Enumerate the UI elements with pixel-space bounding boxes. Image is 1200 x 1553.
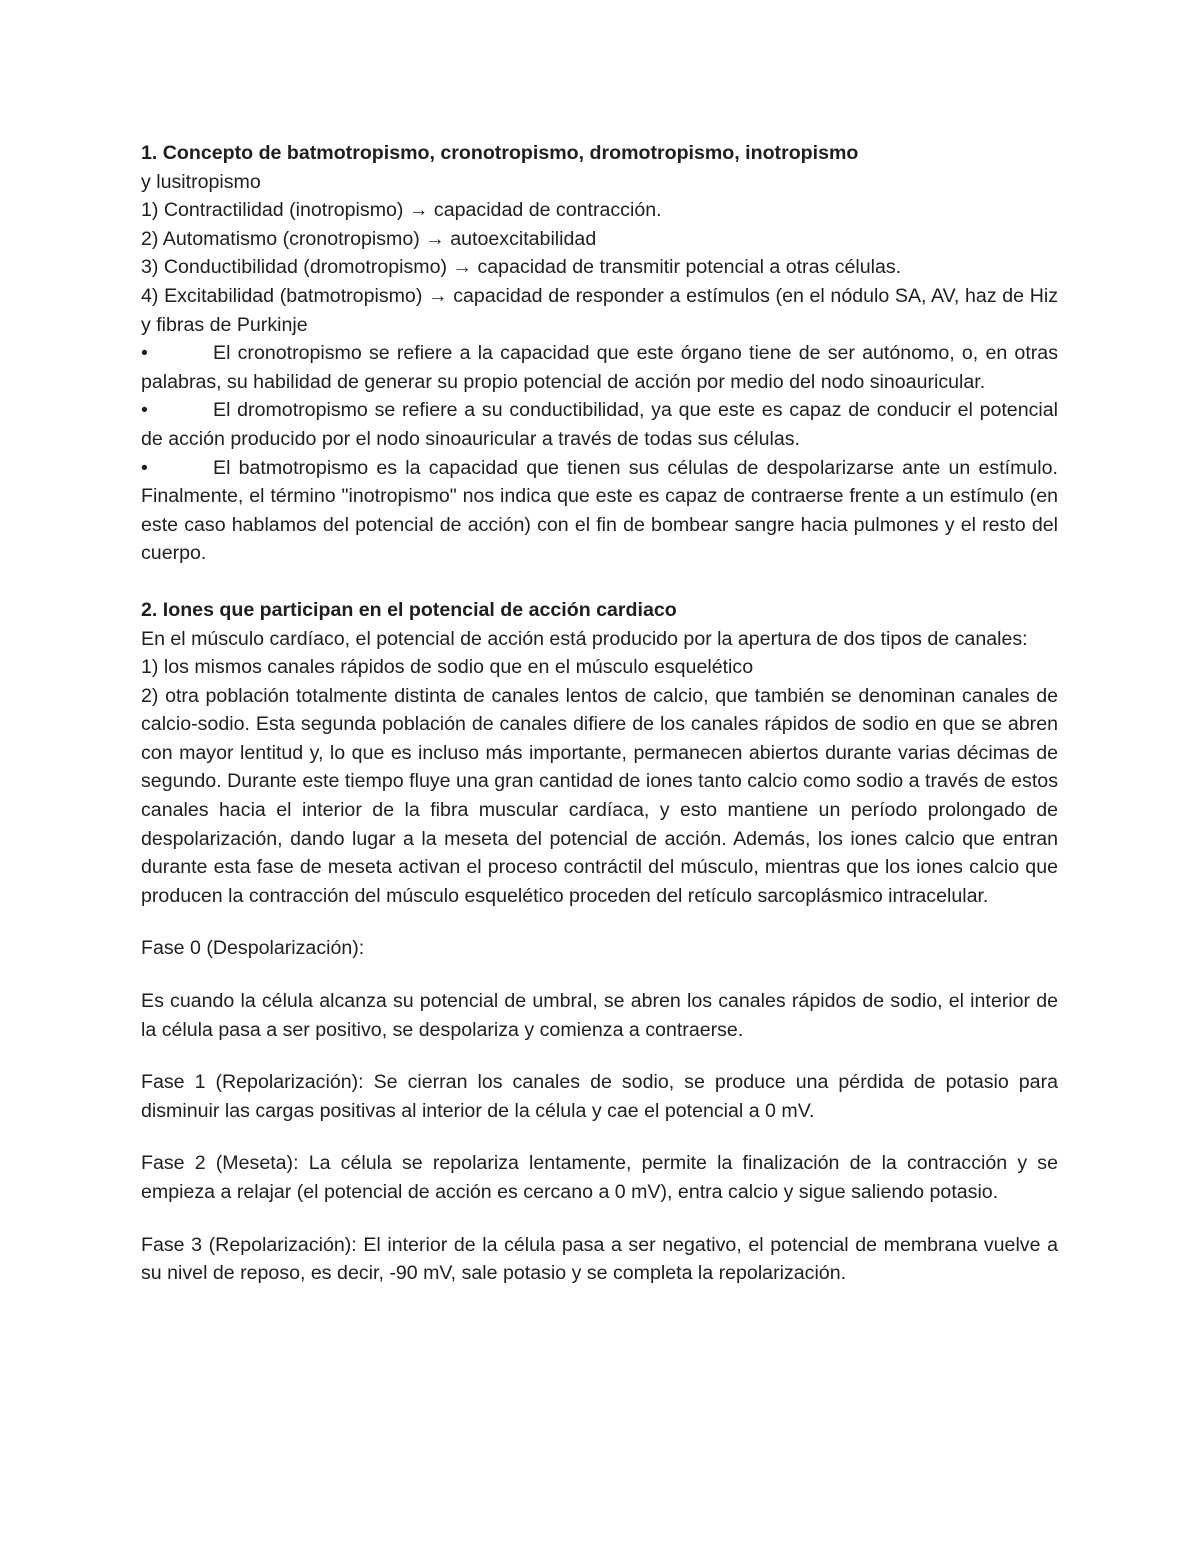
fase0-text: Es cuando la célula alcanza su potencial de umbral, se abren los canales rápidos de sodio, el interior de la célula pasa a ser positivo, se despolariza y comienza a contraerse. (141, 990, 1058, 1041)
section2-item-2: 2) otra población totalmente distinta de canales lentos de calcio, que también se denominan canales de calcio-sodio. Esta segunda población de canales difiere de los canales rápidos de sodio en que se abren con mayor lentitud y, lo que es incluso más importante, permanecen abiertos durante varias décimas de segundo. Durante este tiempo fluye una gran cantidad de iones tanto calcio como sodio a través de estos canales hacia el interior de la fibra muscular cardíaca, y esto mantiene un período prolongado de despolarización, dando lugar a la meseta del potencial de acción. Además, los iones calcio que entran durante esta fase de meseta activan el proceso contráctil del músculo, mientras que los iones calcio que producen la contracción del músculo esquelético proceden del retículo sarcoplásmico intracelular. (141, 684, 1058, 907)
document-page (141, 139, 1058, 1288)
bullet-text: El batmotropismo es la capacidad que tienen sus células de despolarizarse ante un estímulo. Finalmente, el término "inotropismo" nos indica que este es capaz de contraerse frente a un estímulo (en este caso hablamos del potencial de acción) con el fin de bombear sangre hacia pulmones y el resto del cuerpo. (141, 456, 1058, 565)
section1-item-4: 4) Excitabilidad (batmotropismo) → capacidad de responder a estímulos (en el nódulo SA, AV, haz de Hiz y fibras de Purkinje (141, 284, 1058, 336)
spacer (141, 1207, 1058, 1231)
section2-item-1: 1) los mismos canales rápidos de sodio que en el músculo esquelético (141, 656, 754, 679)
fase0-title: Fase 0 (Despolarización): (141, 937, 365, 960)
section1-heading: 1. Concepto de batmotropismo, cronotropismo, dromotropismo, inotropismo (141, 142, 859, 164)
section1-item-2: 2) Automatismo (cronotropismo) → autoexcitabilidad (141, 227, 597, 250)
fase3-text: Fase 3 (Repolarización): El interior de la célula pasa a ser negativo, el potencial de membrana vuelve a su nivel de reposo, es decir, -90 mV, sale potasio y se completa la repolarización. (141, 1233, 1058, 1285)
spacer (141, 568, 1058, 596)
bullet-dromotropismo (141, 396, 1058, 453)
fase2-text: Fase 2 (Meseta): La célula se repolariza lentamente, permite la finalización de la contracción y se empieza a relajar (el potencial de acción es cercano a 0 mV), entra calcio y sigue saliendo potasio. (141, 1152, 1058, 1203)
bullet-symbol: • (141, 399, 148, 422)
spacer (141, 1044, 1058, 1068)
spacer (141, 1125, 1058, 1149)
fase1-text: Fase 1 (Repolarización): Se cierran los canales de sodio, se produce una pérdida de potasio para disminuir las cargas positivas al interior de la célula y cae el potencial a 0 mV. (141, 1071, 1058, 1122)
bullet-text: El dromotropismo se refiere a su conductibilidad, ya que este es capaz de conducir el potencial de acción producido por el nodo sinoauricular a través de todas sus células. (141, 399, 1058, 450)
bullet-cronotropismo (141, 339, 1058, 396)
spacer (141, 963, 1058, 987)
section1-item-3: 3) Conductibilidad (dromotropismo) → capacidad de transmitir potencial a otras células. (141, 256, 902, 279)
section2-intro: En el músculo cardíaco, el potencial de acción está producido por la apertura de dos tipos de canales: (141, 627, 1028, 650)
bullet-text: El cronotropismo se refiere a la capacidad que este órgano tiene de ser autónomo, o, en otras palabras, su habilidad de generar su propio potencial de acción por medio del nodo sinoauricular. (141, 342, 1058, 393)
bullet-symbol: • (141, 456, 148, 479)
section2-heading: 2. Iones que participan en el potencial de acción cardiaco (141, 598, 677, 621)
section1-subheading: y lusitropismo (141, 170, 261, 193)
section1-item-1: 1) Contractilidad (inotropismo) → capacidad de contracción. (141, 199, 662, 222)
bullet-batmotropismo (141, 454, 1058, 568)
bullet-symbol: • (141, 342, 148, 365)
spacer (141, 910, 1058, 934)
